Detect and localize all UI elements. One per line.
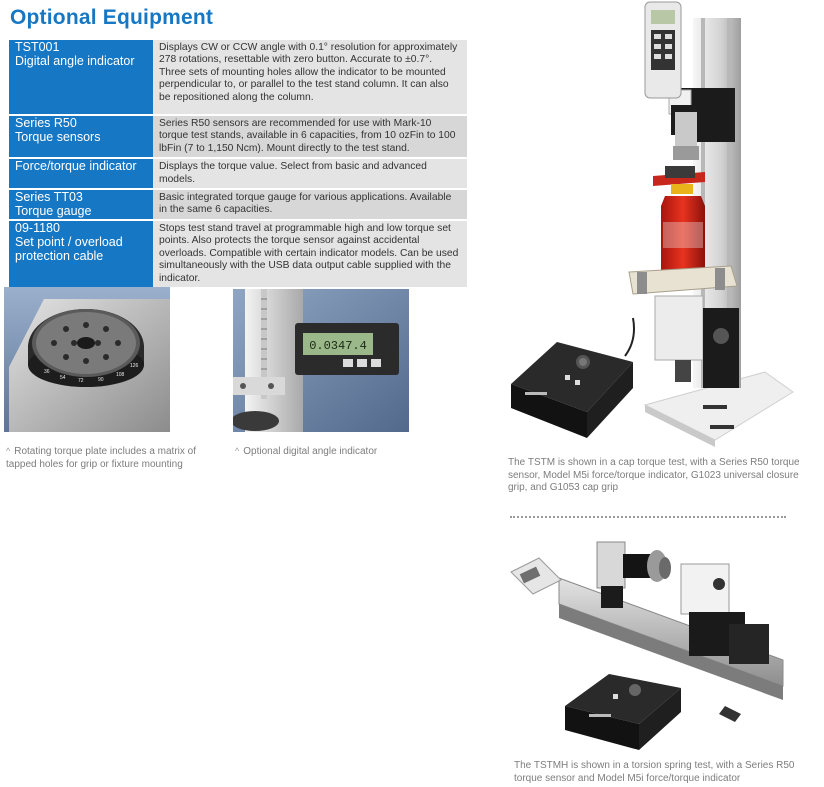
equipment-description: Stops test stand travel at programmable high and low torque set points. Also protects the torque sensor against accidental overloads. Compatible with certain indicator models. Can be used simultaneously with the USB data output cable supplied with the indicator. (153, 221, 467, 287)
table-row (9, 190, 467, 219)
display-reading: 0.0347.4 (309, 339, 367, 353)
part-number: 09-1180 (15, 221, 60, 236)
part-label: Torque sensors (15, 130, 101, 144)
svg-text:54: 54 (60, 375, 66, 381)
equipment-name (9, 116, 153, 157)
part-number: TST001 (15, 40, 60, 54)
svg-text:108: 108 (116, 372, 125, 378)
svg-text:36: 36 (44, 369, 50, 375)
equipment-name (9, 190, 153, 219)
caret-up-icon: ^ (6, 446, 11, 456)
section-divider (510, 516, 786, 518)
equipment-description: Basic integrated torque gauge for various applications. Available in the same 6 capacities. (153, 190, 467, 219)
equipment-name (9, 40, 153, 114)
equipment-table (9, 38, 467, 289)
page-title: Optional Equipment (10, 6, 214, 29)
torque-plate-caption: ^ Rotating torque plate includes a matrix of tapped holes for grip or fixture mounting (6, 446, 197, 470)
table-row (9, 221, 467, 287)
part-label: protection cable (15, 249, 104, 264)
equipment-name (9, 221, 153, 287)
equipment-name (9, 159, 153, 188)
part-label: Set point / overload (15, 235, 123, 250)
part-number: Series R50 (15, 116, 77, 130)
caret-up-icon: ^ (235, 446, 240, 456)
angle-indicator-caption: ^ Optional digital angle indicator (235, 446, 378, 457)
part-label: Torque gauge (15, 204, 92, 219)
equipment-description: Displays CW or CCW angle with 0.1° resolution for approximately 278 rotations, resettable with zero button. Accurate to ±0.7°. Three sets of mounting holes allow the indicator to be mounted perpendicular to, or parallel to the test stand column. It can also be repositioned along the column. (153, 40, 467, 114)
part-label: Digital angle indicator (15, 54, 135, 68)
angle-indicator-photo (233, 289, 409, 432)
tstm-caption: The TSTM is shown in a cap torque test, with a Series R50 torque sensor, Model M5i force/torque indicator, G1023 universal closure grip, and G1053 cap grip (508, 457, 800, 493)
equipment-description: Series R50 sensors are recommended for use with Mark-10 torque test stands, available in 6 capacities, from 10 ozFin to 100 lbFin (7 to 1,150 Ncm). Mount directly to the test stand. (153, 116, 467, 157)
svg-text:126: 126 (130, 363, 139, 369)
equipment-description: Displays the torque value. Select from basic and advanced models. (153, 159, 467, 188)
tstmh-test-stand-photo (505, 528, 795, 754)
table-row (9, 40, 467, 114)
table-row (9, 116, 467, 157)
svg-text:72: 72 (78, 378, 84, 384)
tstmh-caption: The TSTMH is shown in a torsion spring test, with a Series R50 torque sensor and Model M5i force/torque indicator (514, 760, 795, 784)
part-label: Force/torque indicator (15, 159, 137, 174)
table-row (9, 159, 467, 188)
tstm-test-stand-photo (505, 0, 795, 450)
torque-plate-photo (4, 287, 170, 432)
svg-text:90: 90 (98, 377, 104, 383)
part-number: Series TT03 (15, 190, 83, 205)
